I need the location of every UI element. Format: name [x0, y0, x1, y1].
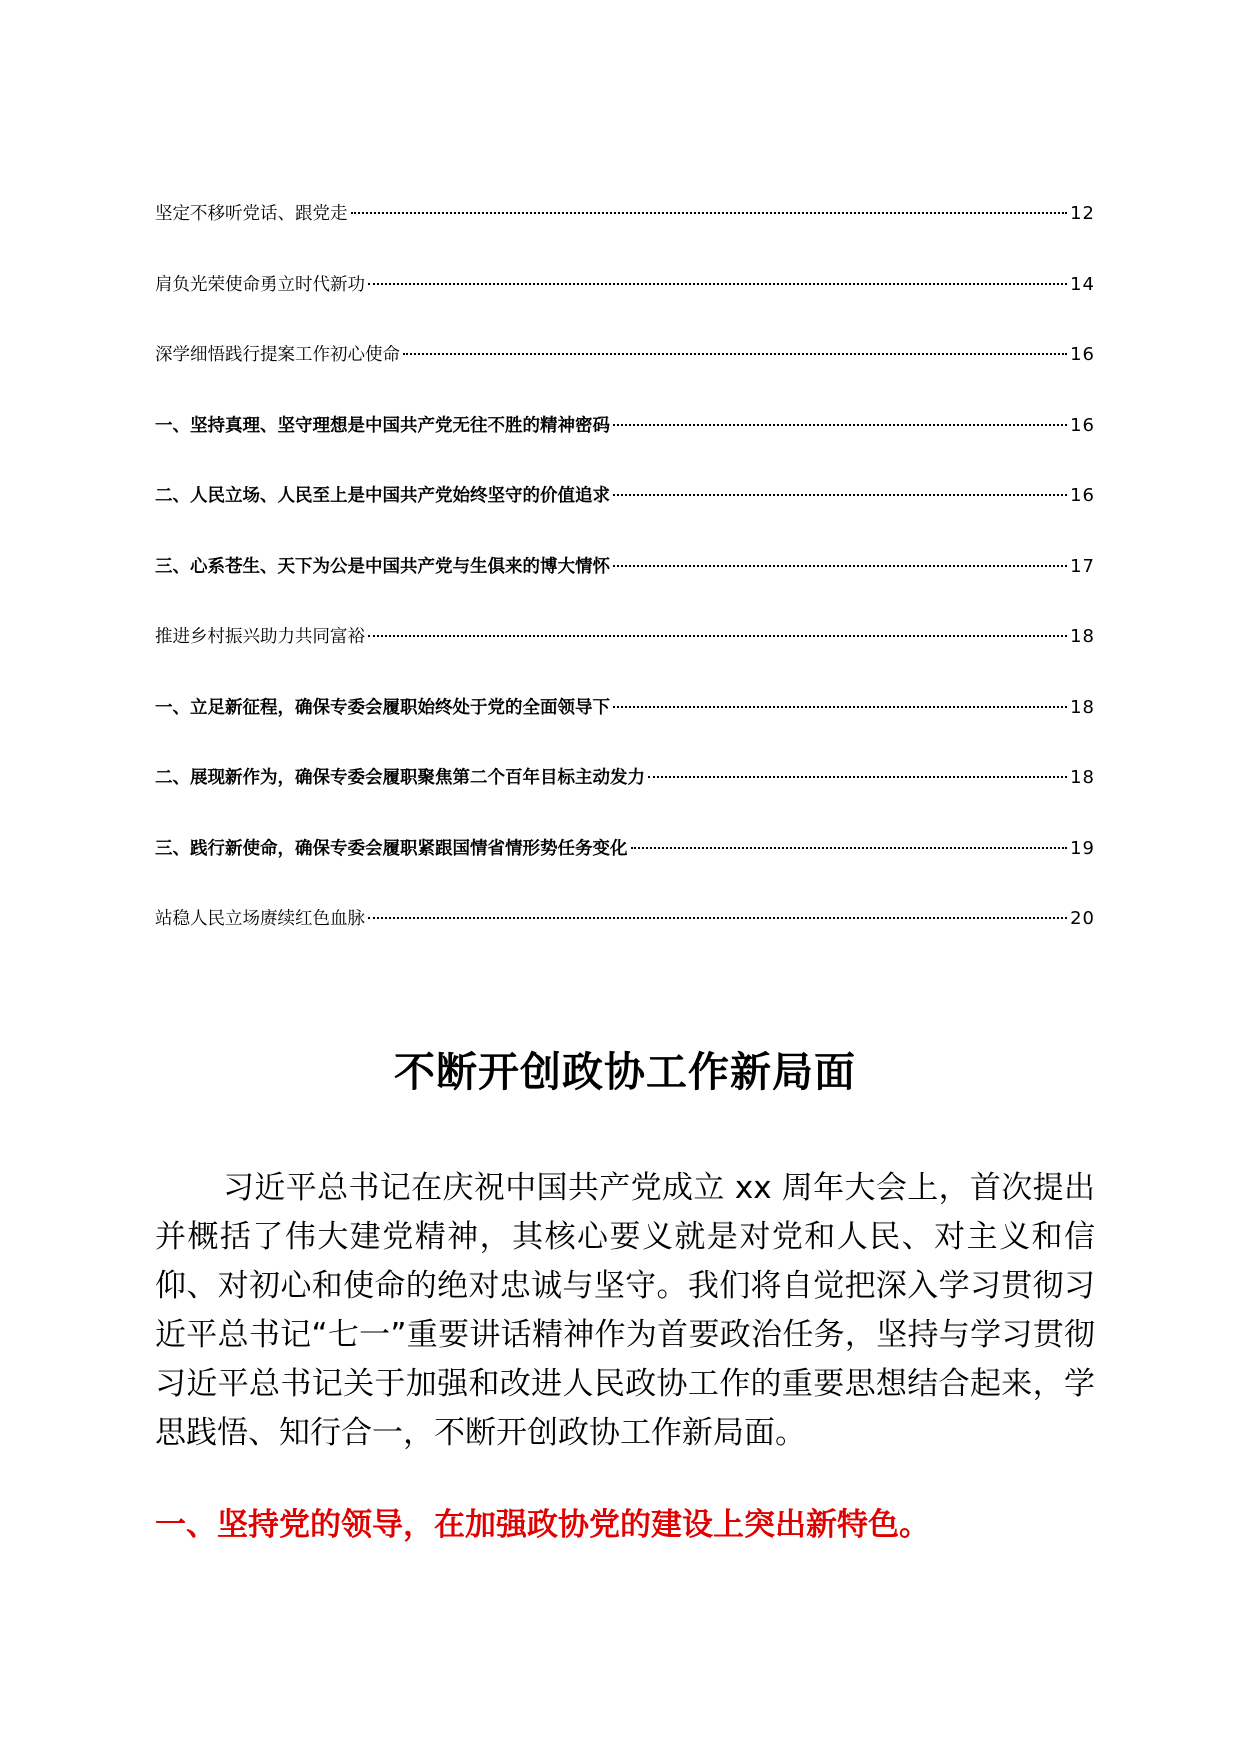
toc-entry[interactable]	[155, 555, 1095, 626]
toc-entry[interactable]	[155, 837, 1095, 908]
toc-entry-page: 20	[1070, 908, 1095, 929]
toc-dot-leader	[613, 424, 1067, 426]
toc-dot-leader	[613, 706, 1067, 708]
toc-dot-leader	[631, 847, 1068, 849]
toc-entry-title: 二、人民立场、人民至上是中国共产党始终坚守的价值追求	[155, 486, 610, 506]
toc-entry[interactable]	[155, 907, 1095, 978]
toc-entry[interactable]	[155, 696, 1095, 767]
toc-entry-page: 12	[1070, 203, 1095, 224]
toc-dot-leader	[368, 917, 1067, 919]
toc-entry[interactable]	[155, 484, 1095, 555]
toc-entry-title: 三、践行新使命，确保专委会履职紧跟国情省情形势任务变化	[155, 838, 628, 859]
toc-entry-title: 坚定不移听党话、跟党走	[155, 204, 348, 224]
toc-entry[interactable]	[155, 273, 1095, 344]
toc-entry-title: 一、立足新征程，确保专委会履职始终处于党的全面领导下	[155, 697, 610, 718]
toc-dot-leader	[368, 283, 1067, 285]
toc-entry-title: 一、坚持真理、坚守理想是中国共产党无往不胜的精神密码	[155, 415, 610, 436]
toc-entry-title: 推进乡村振兴助力共同富裕	[155, 627, 365, 647]
toc-entry[interactable]	[155, 625, 1095, 696]
toc-entry[interactable]	[155, 343, 1095, 414]
toc-entry-page: 16	[1070, 485, 1095, 506]
toc-dot-leader	[613, 494, 1067, 496]
toc-entry-page: 18	[1070, 767, 1095, 788]
toc-entry-page: 16	[1070, 414, 1095, 436]
toc-entry-title: 站稳人民立场赓续红色血脉	[155, 909, 365, 929]
toc-entry-page: 19	[1070, 837, 1095, 859]
toc-entry-page: 18	[1070, 696, 1095, 718]
toc-entry-page: 18	[1070, 626, 1095, 647]
article-paragraph: 习近平总书记在庆祝中国共产党成立 xx 周年大会上，首次提出并概括了伟大建党精神，其核心要义就是对党和人民、对主义和信仰、对初心和使命的绝对忠诚与坚守。我们将自觉把深入学习贯彻习近平总书记“七一”重要讲话精神作为首要政治任务，坚持与学习贯彻习近平总书记关于加强和改进人民政协工作的重要思想结合起来，学思践悟、知行合一，不断开创政协工作新局面。	[155, 1170, 1095, 1451]
toc-entry-page: 14	[1070, 273, 1095, 295]
toc-dot-leader	[403, 353, 1067, 355]
toc-entry-page: 16	[1070, 344, 1095, 365]
toc-entry-title: 二、展现新作为，确保专委会履职聚焦第二个百年目标主动发力	[155, 768, 645, 788]
toc-entry-title: 深学细悟践行提案工作初心使命	[155, 345, 400, 365]
toc-dot-leader	[613, 565, 1067, 567]
toc-entry-title: 肩负光荣使命勇立时代新功	[155, 274, 365, 295]
article-title: 不断开创政协工作新局面	[394, 1048, 856, 1097]
toc-entry-title: 三、心系苍生、天下为公是中国共产党与生俱来的博大情怀	[155, 556, 610, 577]
toc-dot-leader	[368, 635, 1067, 637]
toc-entry[interactable]	[155, 202, 1095, 273]
toc-dot-leader	[351, 212, 1068, 214]
section-heading: 一、坚持党的领导，在加强政协党的建设上突出新特色。	[155, 1506, 930, 1543]
toc-entry[interactable]	[155, 414, 1095, 485]
toc-dot-leader	[648, 776, 1067, 778]
toc-entry-page: 17	[1070, 555, 1095, 577]
table-of-contents	[155, 202, 1095, 978]
toc-entry[interactable]	[155, 766, 1095, 837]
